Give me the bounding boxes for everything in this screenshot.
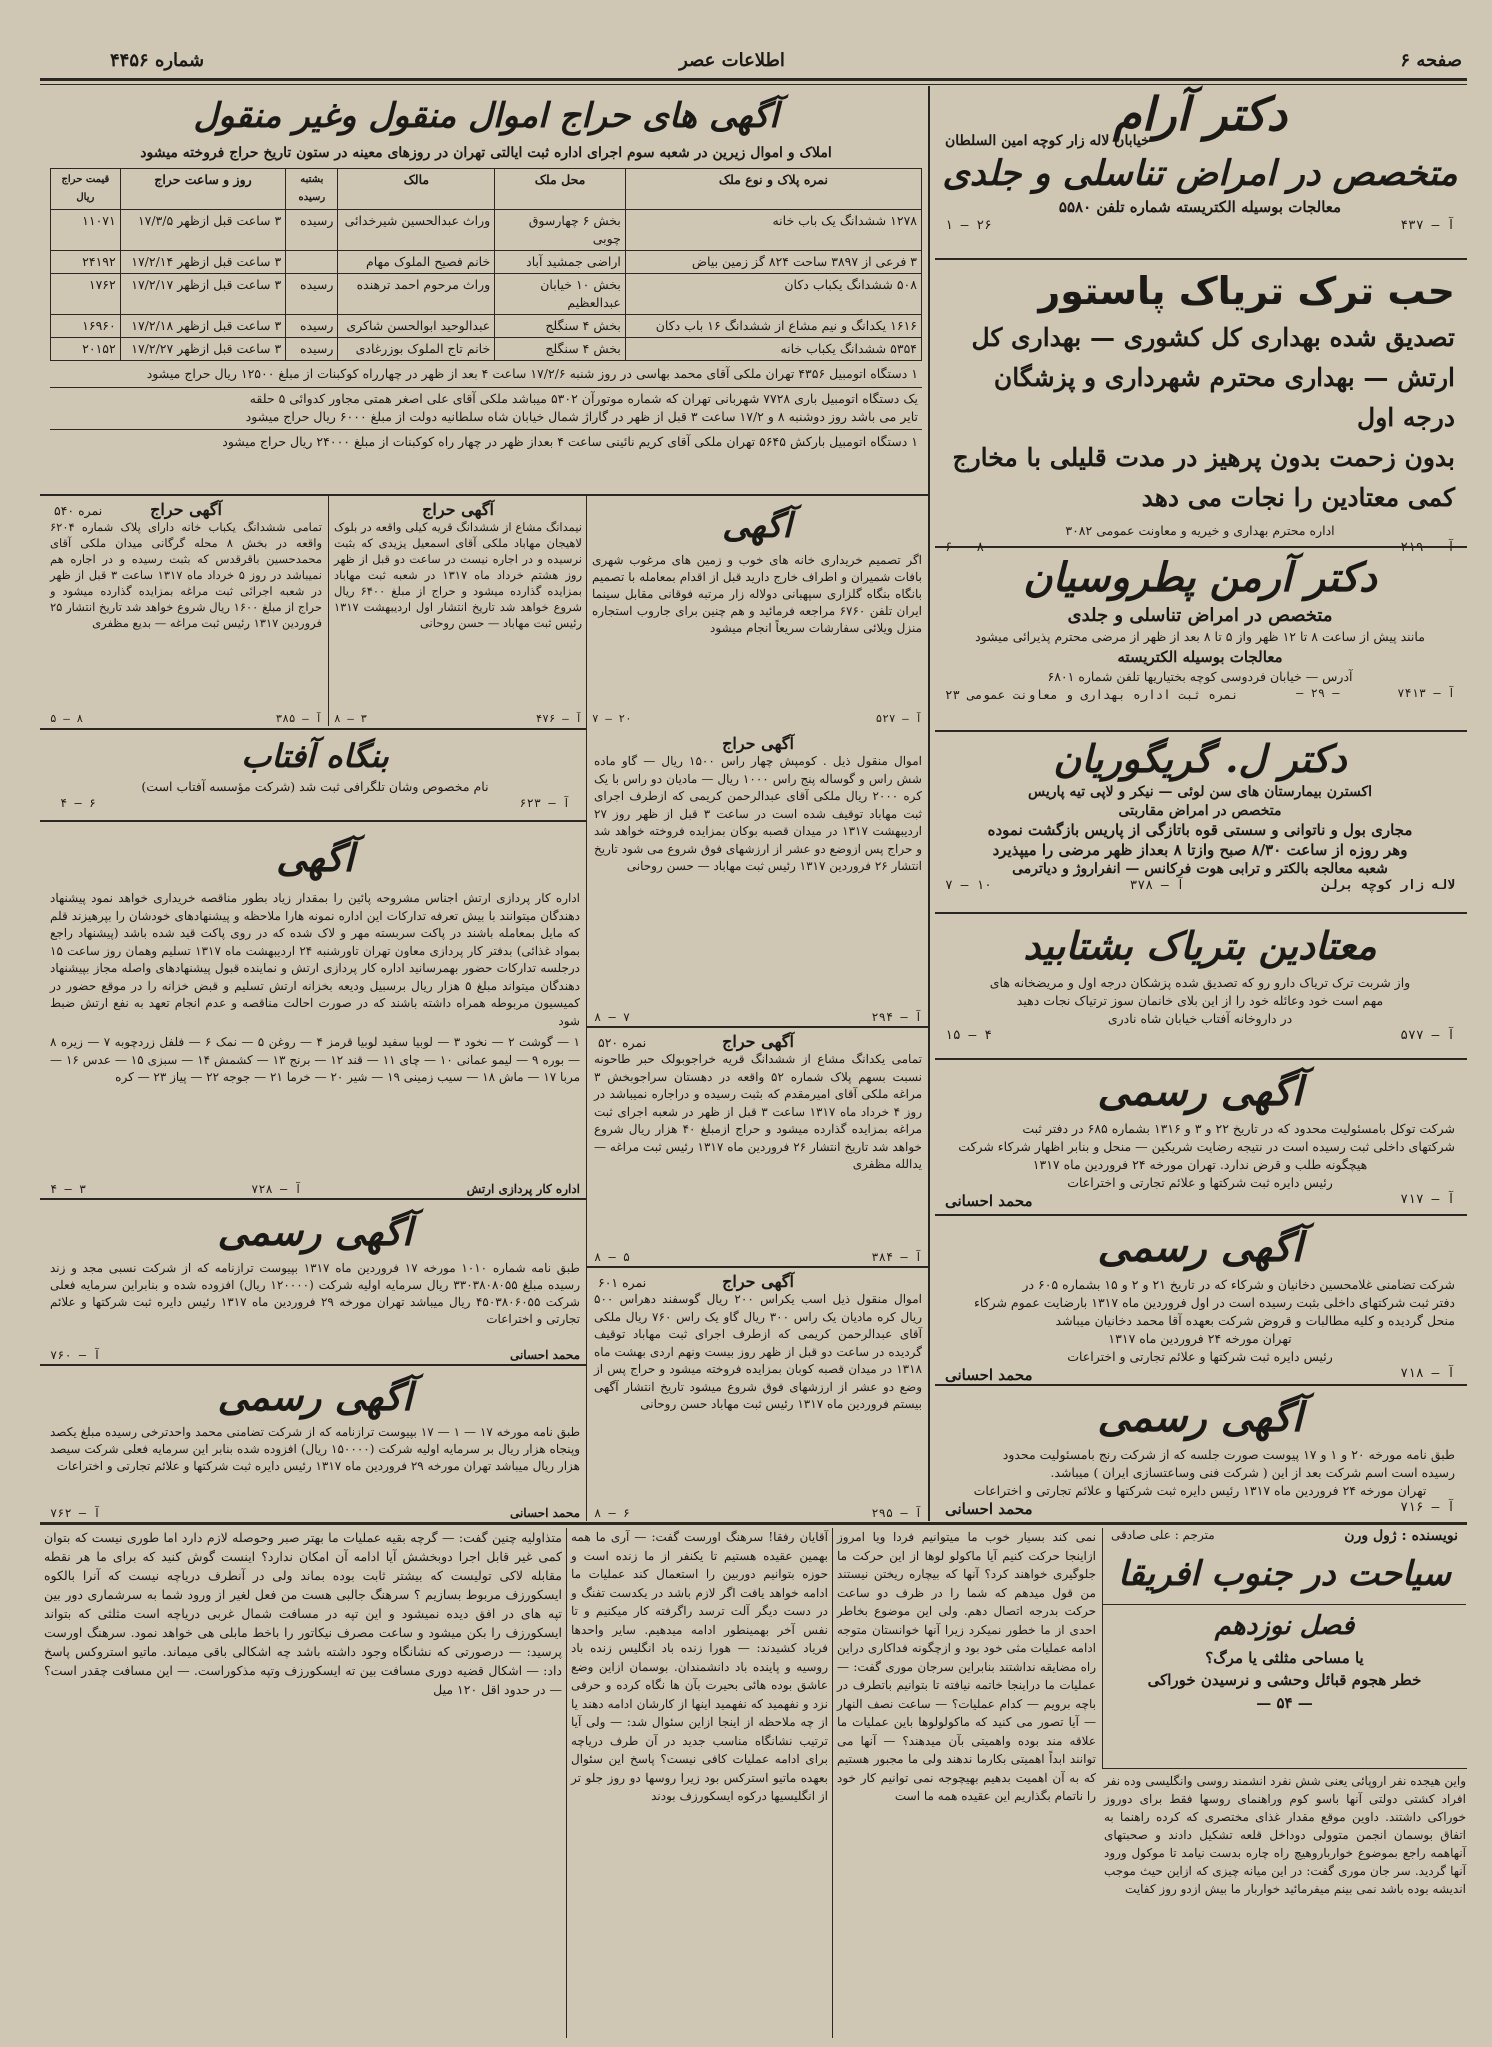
ad-signer: محمد احسانی	[509, 1348, 580, 1362]
story-col-4	[44, 1528, 562, 2038]
ad-signer: محمد احسانی	[945, 1366, 1033, 1384]
ad-official-5	[50, 1370, 580, 1520]
ad-code: آ — ۵۷۷	[1400, 1028, 1455, 1043]
story-text: واین هیجده نفر اروپائی یعنی شش نفرد انشمند روسی وانگلیسی وده نفر افراد کشتی دولتی آنها باسو کوم وراهنمای روسها فقط برای دوروز خوراکی داشتند. داوین موقع مقدار غذای مختصری که کرده راهنما به اتفاق بوسمان انجمن متوولی دوداخل قلعه تشکیل دادند و صحبتهای آنهاهمه راجع بموضوع خوارباروهیچ راه چاره بدست نیامد تا موکول ورود آنها گردید. سر جان موری گفت: در این میانه چیزی که ازاین حیث موجب اندیشه بوده باشد نمی بینم میفرمائید خواربار ما بیش ازدو روز کفایت	[1104, 1774, 1466, 1896]
story-col-2	[832, 1528, 1096, 2038]
ad-code: ۱۰ — ۷	[945, 878, 992, 893]
ad-line: معالجات بوسیله الکتریسته	[1117, 648, 1283, 666]
ad-code: آ — ۲۹۴	[871, 1010, 922, 1024]
ad-text: تمامی ششدانگ یکباب خانه دارای پلاک شماره ۶۲۰۴ واقعه در بخش ۸ محله گرگانی میدان ملکی آقای محمدحسین باقرقدس که بثبت رسیده و در اجاره هم نمیباشد در روز ۵ خرداد ماه ۱۳۱۷ ساعت ۳ قبل از ظهر در شعبه اجرائی ثبت مراغه بمزایده گذارده میشود و حراج از مبلغ ۱۶۰۰ ریال شروع خواهد شد تاریخ انتشار ۲۵ فروردین ۱۳۱۷ رئیس ثبت مراغه — بدیع مظفری	[50, 520, 323, 630]
table-row	[51, 251, 922, 274]
cell: ۳ فرعی از ۳۸۹۷ ساحت ۸۲۴ گز زمین بیاض	[625, 251, 921, 274]
auction-note: ۱ دستگاه اتومبیل ۴۳۵۶ تهران ملکی آقای محمد بهاسی در روز شنبه ۱۷/۲/۶ ساعت ۴ بعد از ظهر در چهارراه کوکبنات از مبلغ ۱۲۵۰۰ ریال حراج میشود	[50, 361, 922, 388]
ad-line: تهران مورخه ۲۴ فروردین ماه ۱۳۱۷	[1108, 1331, 1292, 1346]
ad-line: معالجات بوسیله الکتریسته شماره تلفن ۵۵۸۰	[1058, 198, 1342, 216]
ad-codes	[50, 1182, 580, 1196]
ad-army-procurement	[50, 826, 580, 1196]
ad-title: معتادین بتریاک بشتابید	[1023, 923, 1377, 968]
ad-title: آگهی رسمی	[1097, 1394, 1303, 1441]
header-rule	[40, 78, 1467, 81]
ad-code: آ — ۶۲۳	[519, 796, 570, 810]
rule	[935, 1214, 1467, 1216]
ad-code: ۶ — ۴	[60, 796, 97, 810]
cell: ۳ ساعت قبل ازظهر ۱۷/۲/۱۷	[120, 274, 285, 315]
ad-codes	[594, 1250, 922, 1264]
rule	[935, 1384, 1467, 1386]
auction-section	[50, 90, 922, 492]
ad-addicts	[935, 918, 1465, 1058]
ad-line: طبق نامه مورخه ۲۰ و ۱ و ۱۷ پیوست صورت جلسه که از شرکت رنج بامسئولیت محدود	[1002, 1447, 1455, 1462]
cell: ۳ ساعت قبل ازظهر ۱۷/۲/۲۷	[120, 338, 285, 361]
story-title: سیاحت در جنوب افریقا	[1103, 1544, 1466, 1605]
col-header: مالک	[338, 169, 495, 210]
ad-code: ۴ — ۱۵	[945, 1028, 992, 1043]
ad-footer: اداره محترم بهداری و خیریه و معاونت عمومی ۳۰۸۲	[1065, 523, 1335, 538]
ad-number: نمره ۶۰۱	[598, 1275, 647, 1290]
column-divider	[928, 86, 930, 1521]
ad-official-4	[50, 1204, 580, 1362]
ad-real-estate	[592, 500, 922, 725]
ad-line: مجاری بول و ناتوانی و سستی قوه باتازگی از پاریس بازگشت نموده	[987, 821, 1413, 839]
ad-line: تصدیق شده بهداری کل کشوری — بهداری کل	[971, 323, 1455, 352]
ad-text: نیمدانگ مشاع از ششدانگ قریه کیلی واقعه در بلوک لاهیجان مهاباد ملکی آقای اسمعیل یزیدی که بثبت نرسیده و در اجاره نیست در ساعت دو قبل از ظهر روز هشتم خرداد ماه ۱۳۱۷ در شعبه ثبت مهاباد بمزایده گذارده میشود و حراج از مبلغ ۶۴۰۰ ریال شروع خواهد شد تاریخ انتشار اول اردیبهشت ۱۳۱۷ رئیس ثبت مهاباد — حسن روحانی	[334, 520, 582, 630]
rule	[935, 1058, 1467, 1060]
cell: رسیده	[286, 210, 338, 251]
auction-subtitle: املاک و اموال زیرین در شعبه سوم اجرای اداره ثبت ایالتی تهران در روزهای معینه در ستون تاریخ حراج فروخته میشود	[140, 145, 832, 161]
ad-auction-mahabad	[334, 500, 582, 725]
story-sub2: خطر هجوم قبائل وحشی و نرسیدن خوراکی	[1147, 1671, 1422, 1689]
story-author: نویسنده : ژول ورن	[1344, 1528, 1458, 1544]
col-header: روز و ساعت حراج	[120, 169, 285, 210]
cell: وراث عبدالحسین شیرخدائی	[338, 210, 495, 251]
ad-codes	[50, 1506, 580, 1520]
ad-code: آ — ۷۱۶	[1400, 1500, 1455, 1515]
cell: ۲۴۱۹۲	[51, 251, 121, 274]
ad-number: نمره ۵۲۰	[598, 1035, 647, 1050]
ad-code: ۳ — ۴	[50, 1182, 87, 1196]
ad-codes	[935, 686, 1465, 704]
col-header: نمره پلاک و نوع ملک	[625, 169, 921, 210]
cell: ۳ ساعت قبل ازظهر ۱۷/۳/۵	[120, 210, 285, 251]
ad-items: ۱ — گوشت ۲ — نخود ۳ — لوبیا سفید لوبیا قرمز ۴ — روغن ۵ — نمک ۶ — فلفل زردچوبه ۷ — زیره ۸ — بوره ۹ — لیمو عمانی ۱۰ — چای ۱۱ — قند ۱۲ — برنج ۱۳ — کشمش ۱۴ — سبزی ۱۵ — عدس ۱۶ — مربا ۱۷ — ماش ۱۸ — سیب زمینی ۱۹ — شیر ۲۰ — خرما ۲۱ — جوجه ۲۲ — پیاز ۲۳ — کره	[50, 1035, 580, 1084]
ad-line: واز شربت ترک تریاک دارو رو که تصدیق شده پزشکان درجه اول و مریضخانه های	[989, 975, 1411, 990]
cell: اراضی جمشید آباد	[495, 251, 626, 274]
ad-code: آ — ۳۸۴	[871, 1250, 922, 1264]
table-row	[51, 315, 922, 338]
story-translator: مترجم : علی صادقی	[1111, 1528, 1215, 1542]
cell: ۲۰۱۵۲	[51, 338, 121, 361]
rule	[40, 494, 928, 496]
cell: رسیده	[286, 274, 338, 315]
ad-codes	[50, 796, 580, 810]
ad-title: آگهی	[276, 835, 354, 880]
ad-signer: محمد احسانی	[945, 1500, 1033, 1518]
ad-code: ۵ — ۸	[594, 1250, 631, 1264]
ad-text: طبق نامه مورخه ۱۷ — ۱ — ۱۷ بپیوست ترازنامه که از شرکت تضامنی محمد واحدترخی رسیده مبلغ یکصد وپنجاه هزار ریال بر سرمایه اولیه شرکت (۱۵۰۰۰۰ ریال) افزوده شده بنابر این سرمایه فعلی شرکت سیصد هزار ریال میباشد تهران مورخه ۲۹ فروردین ماه ۱۳۱۷ رئیس دایره ثبت شرکتها و علائم تجارتی و اختراعات	[50, 1425, 581, 1473]
cell: ۳ ساعت قبل ازظهر ۱۷/۲/۱۸	[120, 315, 285, 338]
ad-code: ۶ — ۸	[594, 1506, 631, 1520]
ad-line: متخصص در امراض مقاربتی	[1118, 803, 1282, 819]
table-row	[51, 210, 922, 251]
ad-text: اداره کار پردازی ارتش اجناس مشروحه پائین را بمقدار زیاد بطور مناقصه خریداری خواهد نمود پیشنهاد دهندگان میتوانند با بیش تعرفه تدارکات این اداره نمونه هارا ملاحظه و پیشنهادهای خودشان را بپرهیزند قلم که مایل بمعامله باشند در پاکت سربسته مهر و لاک شده که در روی پاکت قید شده باشد (پیشنهاد راجع بمواد غذائی) بدفتر کار پردازی معاون تهران تاورشنبه ۲۴ اردیبهشت ماه ۱۳۱۷ تسلیم وهمان روز ساعت ۱۵ درجلسه تدارکات حضور بهمرسانید اداره کار پردازی ارتش و نماینده قبول پیشنهادهای واصله مجاز بپیشنهاد دهندگان میتواند مبلغ ۵ هزار ریال برسبیل ودیعه بخزانه ارتش تسلیم و قبض خزانه را در موقع حضور در کمیسیون مربوطه همراه داشته باشند که در صورت احالت مناقصه و عدم انجام تعهد به نفع ارتش ضبط شود	[50, 891, 580, 1028]
story-text: آقایان رفقا! سرهنگ اورست گفت: — آری ما همه بهمین عقیده هستیم تا یکنفر از ما زنده است و حوزه بتوانیم دوربین را استعمال کند عملیات ما ادامه خواهد یافت اگر لازم باشد در یکدست تفنگ و در دست دیگر آلت ترسد راگرفته کار میکنیم و تا نفس آخر بهمینطور ادامه میدهیم. سایر واحدها فریاد کشیدند: — هورا زنده باد انگلیس زنده باد روسیه و پاینده باد دانشمندان. بوسمان ازاین وضع عاشق بوده هائی بحیرت بآن ها نگاه کرده و حرفی نزد و نفهمید که نفهمید اینها از کارشان ادامه دهند یا از چه ملاحظه از اینجا ازاین سئوال شد: — ولی آیا ترتیب نشانگاه مناسب جدید در آن طرف دریاچه برای ادامه عملیات کافی نیست؟ پاسخ این سئوال بعهده ماتیو استرکس بود زیرا روسها دو روز جلو تر از انگلیسیها درکوه ایسکورزف بودند	[571, 1530, 828, 1803]
story-text: متذاولیه چنین گفت: — گرچه بقیه عملیات ما بهتر صبر وحوصله لازم دارد اما طوری نیست که بتوان کمی غیر قابل اجرا دوبخشش آیا ادامه آن امکان ندارد؟ اینست گوش کنید که برای ما هر نقطه مقابله لاکی تولیست که بیشتر ثابت بوده بماند ولی در آنطرف دریاچه نیست که آنرا بالکوه ایسکورزف مربوط بسازیم ؟ سرهنگ جالبی هست من فعل لغیر از ورود شما به سرشماری دور بین تپه های در افق دیده نمیشود و این تپه در مسافت شمال غربی دریاچه است مثلثی که بتواند ایسکورزف را بکن میشود و ساعت مصرف نیکاتور را باخط مابلی هی خواهد نمود. سرهنگ اورست پرسید: — درصورتی که نشانگاه وجود داشته باشد چه اشکالی باقی میماند. ماتیو استروکس پاسخ داد: — اشکال قضیه دوری مسافت بین ته ایسکورزف وتپه مذکوراست. — این مسافت چقدر است؟ — در حدود اقل ۱۲۰ میل	[44, 1530, 562, 1697]
rule	[935, 730, 1467, 732]
cell: عبدالوحید ابوالحسن شاکری	[338, 315, 495, 338]
auction-table	[50, 168, 922, 361]
cell: بخش ۶ چهارسوق چوبی	[495, 210, 626, 251]
ad-code: ۸ — ۵	[50, 712, 84, 725]
ad-line: آدرس — خیابان فردوسی کوچه بختیاریها تلفن شماره ۶۸۰۱	[1047, 669, 1353, 684]
rule	[40, 820, 586, 822]
page-label: صفحه ۶	[1400, 50, 1462, 71]
ad-title: دکتر آرام	[1113, 87, 1287, 141]
ad-code: ۲۰ — ۷	[592, 712, 632, 725]
ad-line: در داروخانه آفتاب خیابان شاه نادری	[1107, 1011, 1293, 1026]
ad-code: آ — ۷۴۱۳	[1397, 686, 1455, 700]
cell: بخش ۴ سنگلج	[495, 338, 626, 361]
cell: ۱۱۰۷۱	[51, 210, 121, 251]
auction-note: ۱ دستگاه اتومبیل بارکش ۵۶۴۵ تهران ملکی آقای کریم نائینی ساعت ۴ بعداز ظهر در چهار راه کوکبنات از مبلغ ۲۴۰۰۰ ریال حراج میشود	[222, 434, 918, 449]
cell: رسیده	[286, 338, 338, 361]
rule	[40, 1364, 586, 1366]
ad-title: دکتر آرمن پطروسیان	[1023, 554, 1377, 601]
ad-dr-aram	[935, 87, 1465, 258]
ad-codes	[935, 1192, 1465, 1210]
story-heading	[1102, 1528, 1466, 1768]
ad-code: آ — ۷۶۲	[50, 1506, 101, 1520]
ad-code: ۳ — ۸	[334, 712, 368, 725]
story-col-1	[1104, 1772, 1466, 2037]
ad-line: دفتر ثبت شرکتهای داخلی بثبت رسیده است در اول فروردین ماه ۱۳۱۷ بارضایت عموم شرکاء	[973, 1295, 1455, 1310]
ad-codes	[935, 1028, 1465, 1043]
table-row	[51, 338, 922, 361]
ad-address: خیابان لاله زار کوچه امین السلطان	[945, 133, 1150, 149]
cell: خانم تاج الملوک بوزرغادی	[338, 338, 495, 361]
ad-title: آگهی رسمی	[217, 1209, 413, 1254]
ad-code: آ — ۲۹۵	[871, 1506, 922, 1520]
story-part: — ۵۴ —	[1256, 1694, 1313, 1712]
ad-codes	[50, 1348, 580, 1362]
ad-line: لاله زار کوچه برلن	[1321, 878, 1455, 893]
cell: ۱۶۱۶ یکدانگ و نیم مشاع از ششدانگ ۱۶ باب دکان	[625, 315, 921, 338]
ad-dr-petrosian	[935, 552, 1465, 730]
rule	[40, 1198, 586, 1200]
ad-title: آگهی حراج	[422, 500, 494, 519]
auction-note: تایر می باشد روز دوشنبه ۸ و ۱۷/۲ ساعت ۳ قبل از ظهر در گاراژ شمال خیابان شاه سلطانیه دولت از مبلغ ۶۰۰۰ ریال حراج میشود	[50, 408, 922, 430]
ad-bongah-aftab	[50, 734, 580, 818]
ad-title: آگهی رسمی	[1097, 1224, 1303, 1271]
ad-code: آ — ۷۱۸	[1400, 1366, 1455, 1381]
column-divider	[328, 496, 329, 726]
ad-line: رئیس دایره ثبت شرکتها و علائم تجارتی و اختراعات	[1067, 1349, 1333, 1364]
rule	[935, 258, 1467, 260]
ad-title: آگهی حراج	[722, 1032, 794, 1051]
ad-title: آگهی	[722, 506, 792, 546]
issue-label: شماره ۴۴۵۶	[110, 50, 205, 71]
cell: ۳ ساعت قبل ازظهر ۱۷/۲/۱۴	[120, 251, 285, 274]
ad-title: آگهی رسمی	[217, 1374, 413, 1419]
ad-code: آ — ۴۳۷	[1400, 218, 1455, 233]
ad-code: آ — ۳۷۸	[1129, 878, 1185, 893]
col-header: محل ملک	[495, 169, 626, 210]
ad-title: حب ترک تریاک پاستور	[1038, 269, 1455, 313]
rule	[935, 912, 1467, 914]
ad-line: رئیس دایره ثبت شرکتها و علائم تجارتی و اختراعات	[1067, 1175, 1333, 1190]
ad-signer: محمد احسانی	[945, 1192, 1033, 1210]
story-credits	[1103, 1528, 1466, 1544]
column-divider	[586, 496, 587, 1521]
ad-codes	[935, 1500, 1465, 1518]
cell: ۱۷۶۲	[51, 274, 121, 315]
ad-line: کمی معتادین را نجات می دهد	[1141, 483, 1455, 512]
col-header: بشتبه رسیده	[286, 169, 338, 210]
ad-title: بنگاه آفتاب	[241, 737, 389, 775]
ad-title: آگهی حراج	[722, 734, 794, 753]
ad-text: اگر تصمیم خریداری خانه های خوب و زمین های مرغوب شهری بافات شمیران و اطراف خارج دارید قبل از اقدام بمعامله با تصمیم بانگاه بنگاه گلزاری سپهبانی دولاله زار مرتبه فوقانی مقابل سینما ایران تلفن ۶۷۶۰ مراجعه فرمائید و هم چنین برای جاروب استجاره منزل ویلائی سفارشات سریعاً انجام میشود	[592, 553, 922, 635]
ad-signer: اداره کار پردازی ارتش	[466, 1182, 580, 1196]
ad-line: نمره ثبت اداره بهداری و معاونت عمومی ۲۳	[945, 687, 1239, 702]
auction-note: یک دستگاه اتومبیل باری ۷۷۲۸ شهربانی تهران که شماره موتورآن ۵۳۰۲ میباشد ملکی آقای علی اصغر همتی مجاور کدوائی ۵ حلقه	[249, 391, 918, 406]
ad-line: مهم است خود وعائله خود را از این بلای خانمان سوز ترتیاک نجات دهید	[1016, 993, 1384, 1008]
ad-auction-520	[594, 1032, 922, 1264]
ad-code: آ — ۳۸۵	[275, 712, 322, 725]
ad-line: شعبه معالجه بالکتر و ترابی هوت فرکانس — انفراروژ و دیاترمی	[1012, 861, 1388, 877]
ad-codes	[594, 1506, 922, 1520]
story-text: نمی کند بسیار خوب ما میتوانیم فردا ویا امروز ازاینجا حرکت کنیم آیا ماکولو لوها از این حرکت ما جلوگیری خواهند کرد؟ آنها که بیچاره ریختن نیستند من قول میدهم که شما را در ظرف دو ساعت حرکت بدرجه اتصال دهم. ولی این موضوع بخاطر احدی از ما خطور نمیکرد زیرا آنها خوانستان متوجه ادامه عملیات مثی خود بود و ازچگونه فداکاری دراین راه مضایقه نداشتند بنابراین سرجان موری گفت: — عملیات ما دراینجا خاتمه نیافته تا بتوانیم باتطرف در باچه برویم — کدام عملیات؟ — ساعت نصف النهار — آیا تصور می کنید که ماکولولوها باین عملیات ما علاقه مند بوده واهمیتی بآن میدهند؟ — آنها می توانند ابداً اهمیتی بکارما ندهند ولی ما مجبور هستیم که به آن اهمیت بدهیم بهیچوجه نمی توانیم کار خود را ناتمام بگذاریم این عقیده همه ما است	[837, 1530, 1096, 1803]
ad-code: آ — ۵۲۷	[875, 712, 922, 725]
ad-line: رسیده است اسم شرکت بعد از این ( شرکت فنی وساعتسازی ایران ) میباشد.	[1050, 1465, 1455, 1480]
ad-title: آگهی حراج	[150, 500, 222, 519]
ad-codes	[935, 1366, 1465, 1384]
ad-auction-bukan	[594, 734, 922, 1024]
rule	[586, 1026, 928, 1028]
ad-line: تهران مورخه ۲۴ فروردین ماه ۱۳۱۷ رئیس دایره ثبت شرکتها و علائم تجارتی و اختراعات	[973, 1483, 1427, 1498]
ad-signer: محمد احسانی	[509, 1506, 580, 1520]
paper-name: اطلاعات عصر	[679, 50, 785, 71]
ad-line: شرکتهای داخلی ثبت رسیده است در نتیجه رضایت شریکین — منحل و بنابر اظهار شرکاء شرکت	[958, 1139, 1455, 1154]
ad-official-1	[935, 1064, 1465, 1214]
story-col-3	[566, 1528, 828, 2038]
ad-line: وهر روزه از ساعت ۸/۳۰ صبح وازتا ۸ بعداز ظهر مرضی را میپذیرد	[992, 841, 1408, 859]
ad-official-3	[935, 1390, 1465, 1520]
ad-code: آ — ۷۲۸	[251, 1182, 302, 1196]
ad-dr-grigorian	[935, 736, 1465, 912]
story-sub1: یا مساحی مثلثی یا مرگ؟	[1205, 1649, 1364, 1667]
ad-line: شرکت تضامنی غلامحسین دخانیان و شرکاء که در تاریخ ۲۱ و ۲ و ۱۵ بشماره ۶۰۵ در	[1022, 1277, 1455, 1292]
ad-code: ۲۶ — ۱	[945, 218, 992, 233]
ad-code: ۷ — ۸	[594, 1010, 631, 1024]
ad-text: نام مخصوص وشان تلگرافی ثبت شد (شرکت مؤسسه آفتاب است)	[141, 779, 489, 794]
ad-code: آ — ۷۶۰	[50, 1348, 101, 1362]
rule	[1102, 1768, 1467, 1769]
ad-subtitle: متخصص در امراض تناسلی و جلدی	[942, 153, 1458, 194]
story-chapter: فصل نوزدهم	[1214, 1611, 1355, 1641]
ad-codes	[594, 1010, 922, 1024]
ad-line: اکسترن بیمارستان های سن لوئی — نیکر و لاپی تیه پاریس	[1028, 784, 1372, 800]
ad-auction-601	[594, 1272, 922, 1520]
ad-codes	[592, 712, 922, 725]
rule	[586, 1266, 928, 1268]
cell	[286, 251, 338, 274]
ad-number: نمره ۵۴۰	[54, 503, 103, 518]
table-row	[51, 274, 922, 315]
col-header: قیمت حراج ریال	[51, 169, 121, 210]
ad-code: آ — ۷۱۷	[1400, 1192, 1455, 1207]
ad-line: منحل گردیده و کلیه مطالبات و قروض شرکت بعهده آقا محمد دخانیان میباشد	[1055, 1313, 1455, 1328]
ad-pasteur-pills	[935, 264, 1465, 546]
ad-line: مانند پیش از ساعت ۸ تا ۱۲ ظهر واز ۵ تا ۸ بعد از ظهر از مرضی محترم پذیرائی میشود	[975, 629, 1425, 644]
cell: ۵۳۵۴ ششدانگ یکباب خانه	[625, 338, 921, 361]
cell: خانم فصیح الملوک مهام	[338, 251, 495, 274]
ad-codes	[50, 712, 322, 725]
ad-title: آگهی رسمی	[1097, 1068, 1303, 1115]
cell: وراث مرحوم احمد ترهنده	[338, 274, 495, 315]
table-header-row	[51, 169, 922, 210]
ad-codes	[334, 712, 582, 725]
rule	[40, 728, 586, 730]
ad-auction-540	[50, 500, 322, 725]
cell: ۵۰۸ ششدانگ یکباب دکان	[625, 274, 921, 315]
ad-line: هیچگونه طلب و قرض ندارد. تهران مورخه ۲۴ فروردین ماه ۱۳۱۷	[1032, 1157, 1368, 1172]
ad-code: — ۲۹ —	[1296, 686, 1340, 700]
ad-codes	[935, 216, 1465, 235]
auction-title: آگهی های حراج اموال منقول وغیر منقول	[193, 96, 779, 136]
cell: بخش ۱۰ خیابان عبدالعظیم	[495, 274, 626, 315]
rule	[40, 1522, 1467, 1525]
ad-official-2	[935, 1220, 1465, 1384]
header-rule-2	[40, 84, 1467, 85]
ad-text: اموال منقول ذیل اسب یکراس ۲۰۰ ریال گوسفند دهراس ۵۰۰ ریال کره مادیان یک راس ۳۰۰ ریال گاو یک راس ۷۶۰ ریال ملکی آقای عبدالرحمن کریمی که ازطرف اجرای ثبت مهاباد توقیف گردیده در ساعت دو قبل از ظهر روز بیست ونهم اردی بهشت ماه ۱۳۱۸ در میدان قصبه کوبان بمزایده فروخته میشود و حراج پس از وضع دو عشر از ارزشهای فوق شروع میشود تاریخ انتشار آگهی بیستم فروردین ماه ۱۳۱۷ رئیس ثبت مهاباد حسن روحانی	[594, 1292, 923, 1411]
cell: رسیده	[286, 315, 338, 338]
ad-title: دکتر ل. گریگوریان	[1053, 736, 1347, 781]
ad-line: بدون زحمت بدون پرهیز در مدت قلیلی با مخارج	[952, 443, 1455, 472]
cell: ۱۶۹۶۰	[51, 315, 121, 338]
ad-code: آ — ۴۷۶	[535, 712, 582, 725]
ad-text: اموال منقول ذیل . کومپش چهار راس ۱۵۰۰ ریال — گاو ماده شش راس و گوساله پنج راس ۱۰۰۰ ریال — مادیان دو راس با یک کره ۲۰۰۰ ریال ملکی آقای عبدالرحمن کریمی که ازطرف اجرای ثبت مهاباد توقیف شده است در ساعت ۳ قبل از ظهر روز ۲۷ اردیبهشت ۱۳۱۷ در میدان قصبه بوکان بمزایده فروخته خواهد شد و حراج پس ازوضع دو عشر از ارزشهای فوق شروع می شود تاریخ انتشار ۲۶ فروردین ۱۳۱۷ رئیس ثبت مهاباد — حسن روحانی	[594, 754, 923, 873]
ad-line: شرکت توکل بامسئولیت محدود که در تاریخ ۲۲ و ۳ و ۱۳۱۶ بشماره ۶۸۵ در دفتر ثبت	[1022, 1121, 1455, 1136]
ad-title: آگهی حراج	[722, 1272, 794, 1291]
ad-codes	[935, 878, 1465, 893]
cell: ۱۲۷۸ ششدانگ یک باب خانه	[625, 210, 921, 251]
ad-line: ارتش — بهداری محترم شهرداری و پزشگان درجه اول	[993, 363, 1455, 432]
rule	[935, 546, 1467, 548]
ad-text: طبق نامه شماره ۱۰۱۰ مورخه ۱۷ فروردین ماه ۱۳۱۷ بپیوست ترازنامه که از شرکت نسبی مجد و زند رسیده مبلغ ۳۳۰۳۸۰۸۰۵۵ ریال سرمایه اولیه شرکت (۱۲۰۰۰۰ ریال) افزوده شده و بنابراین سرمایه فعلی شرکت ۴۵۰۳۸۰۶۰۵۵ ریال میباشد تهران مورخه ۲۹ فروردین ماه ۱۳۱۷ رئیس دایره ثبت شرکتها و علائم تجارتی و اختراعات	[50, 1261, 580, 1326]
ad-subtitle: متخصص در امراض تناسلی و جلدی	[1067, 605, 1333, 626]
cell: بخش ۴ سنگلج	[495, 315, 626, 338]
ad-text: تمامی یکدانگ مشاع از ششدانگ قریه خراجوبولک حبر طاحونه نسبت بسهم پلاک شماره ۵۲ واقعه در دهستان سراجوبخش ۳ مراغه ملکی آقای امیرمقدم که بثبت رسیده و دراجاره نمیباشد در روز ۴ خرداد ماه ۱۳۱۷ ساعت ۳ قبل از ظهر در شعبه اجرای ثبت مراغه بمزایده گذارده میشود و حراج ازمبلغ ۴۰ هزار ریال شروع خواهد شد تاریخ انتشار ۲۶ فروردین ماه ۱۳۱۷ رئیس ثبت مراغه — یدالله مظفری	[594, 1052, 923, 1171]
